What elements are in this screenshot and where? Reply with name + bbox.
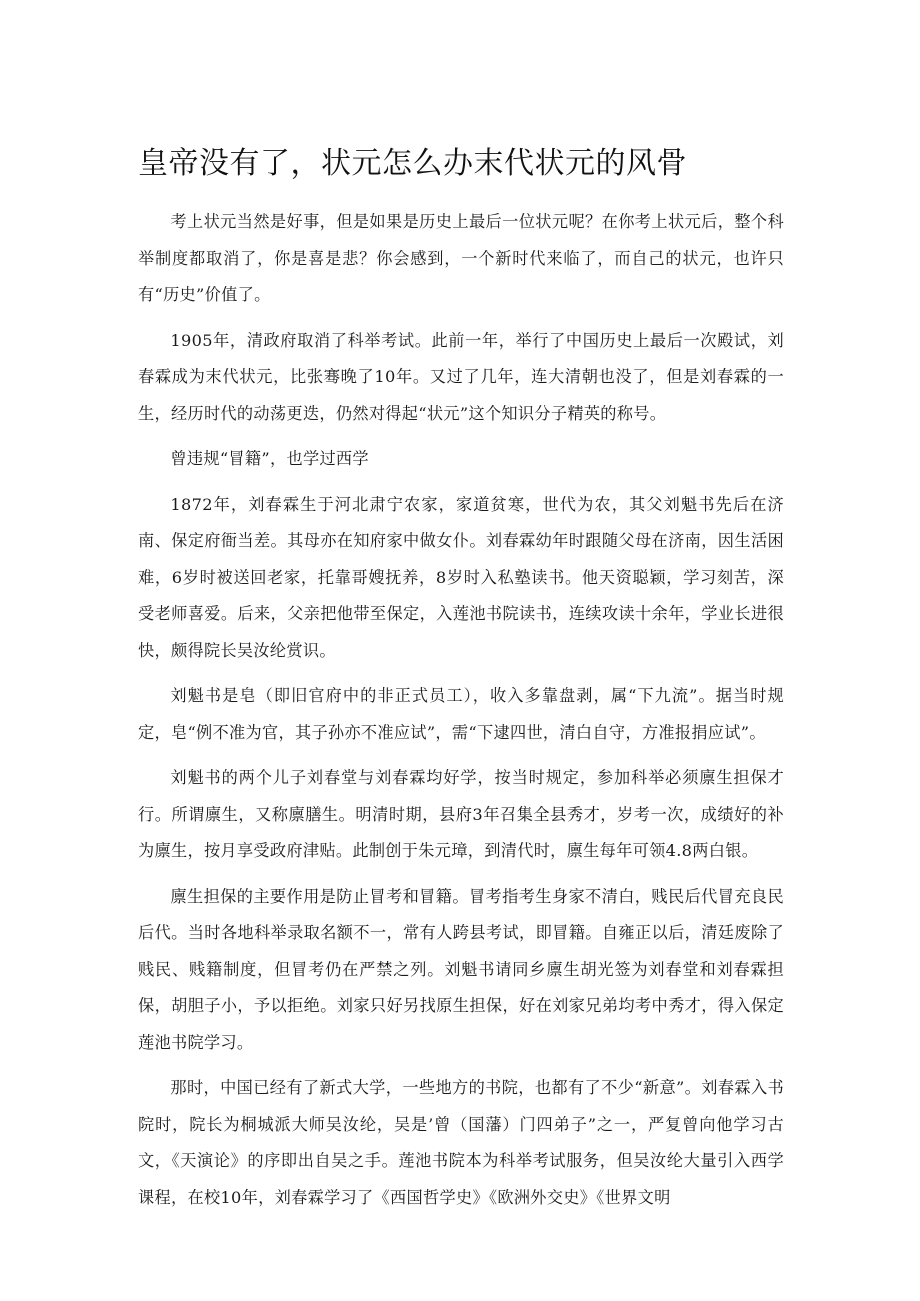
paragraph-intro: 考上状元当然是好事，但是如果是历史上最后一位状元呢？在你考上状元后，整个科举制度都取消了，你是喜是悲？你会感到，一个新时代来临了，而自己的状元，也许只有“历史”价值了。 xyxy=(138,212,784,304)
paragraph-guarantee: 廪生担保的主要作用是防止冒考和冒籍。冒考指考生身家不清白，贱民后代冒充良民后代。当时各地科举录取名额不一，常有人跨县考试，即冒籍。自雍正以后，清廷废除了贱民、贱籍制度，但冒考仍在严禁之列。刘魁书请同乡廪生胡光签为刘春堂和刘春霖担保，胡胆子小，予以拒绝。刘家只好另找原生担保，好在刘家兄弟均考中秀才，得入保定莲池书院学习。 xyxy=(138,886,784,1052)
paragraph-1905: 1905年，清政府取消了科举考试。此前一年，举行了中国历史上最后一次殿试，刘春霖成为末代状元，比张骞晚了10年。又过了几年，连大清朝也没了，但是刘春霖的一生，经历时代的动荡更迭，仍然对得起“状元”这个知识分子精英的称号。 xyxy=(138,330,784,423)
article-body xyxy=(138,204,784,1225)
section-subheading: 曾违规“冒籍”，也学过西学 xyxy=(170,449,369,468)
article-title: 皇帝没有了，状元怎么办末代状元的风骨 xyxy=(138,146,687,181)
paragraph-academy: 那时，中国已经有了新式大学，一些地方的书院，也都有了不少“新意”。刘春霖入书院时，院长为桐城派大师吴汝纶，吴是’曾（国藩）门四弟子”之一，严复曾向他学习古文，《天演论》的序即出自吴之手。莲池书院本为科举考试服务，但吴汝纶大量引入西学课程，在校10年，刘春霖学习了《西国哲学史》《欧洲外交史》《世界文明 xyxy=(138,1078,784,1207)
paragraph-1872: 1872年，刘春霖生于河北肃宁农家，家道贫寒，世代为农，其父刘魁书先后在济南、保定府衙当差。其母亦在知府家中做女仆。刘春霖幼年时跟随父母在济南，因生活困难，6岁时被送回老家，托靠哥嫂抚养，8岁时入私塾读书。他天资聪颖，学习刻苦，深受老师喜爱。后来，父亲把他带至保定，入莲池书院读书，连续攻读十余年，学业长进很快，颇得院长吴汝纶赏识。 xyxy=(138,494,784,660)
paragraph-father: 刘魁书是皂（即旧官府中的非正式员工），收入多靠盘剥，属“下九流”。据当时规定，皂“例不准为官，其子孙亦不准应试”，需“下逮四世，清白自守，方准报捐应试”。 xyxy=(138,686,784,742)
paragraph-sons: 刘魁书的两个儿子刘春堂与刘春霖均好学，按当时规定，参加科举必须廪生担保才行。所谓廪生，又称廪膳生。明清时期，县府3年召集全县秀才，岁考一次，成绩好的补为廪生，按月享受政府津贴。此制创于朱元璋，到清代时，廪生每年可领4.8两白银。 xyxy=(138,768,784,860)
